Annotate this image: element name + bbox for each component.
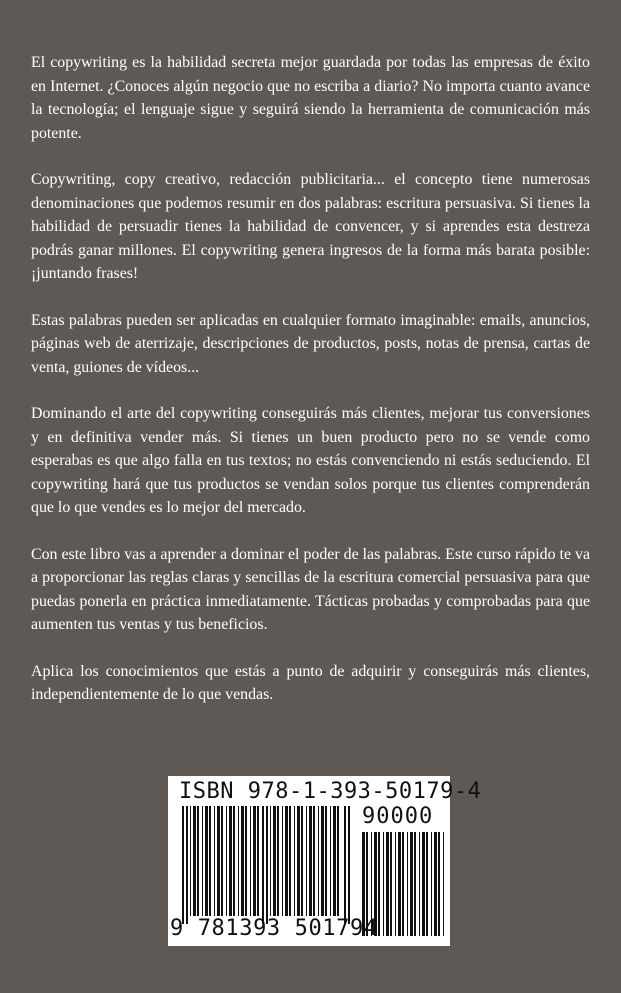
barcode-bar xyxy=(398,832,401,936)
barcode-bar xyxy=(282,806,283,916)
guard-bar xyxy=(348,806,350,924)
barcode-bar xyxy=(426,832,428,936)
barcode-bar xyxy=(434,832,437,936)
barcode-bar xyxy=(337,806,339,916)
paragraph-3: Estas palabras pueden ser aplicadas en cualquier formato imaginable: emails, anuncios, páginas web de aterrizaje, descripciones de productos, posts, notas de prensa, cartas de venta, guiones de vídeos... xyxy=(31,311,590,376)
barcode-bar xyxy=(270,806,271,916)
isbn-barcode-panel xyxy=(168,776,482,946)
barcode-bar xyxy=(407,832,408,936)
barcode-bar xyxy=(414,832,416,936)
barcode-bar xyxy=(233,806,235,916)
back-cover-text xyxy=(31,51,590,730)
guard-bar xyxy=(266,806,268,924)
barcode-bar xyxy=(431,832,432,936)
price-addon-code: 90000 xyxy=(362,804,434,829)
barcode-bar xyxy=(325,806,327,916)
barcode-bar xyxy=(395,832,396,936)
paragraph-1: El copywriting es la habilidad secreta mejor guardada por todas las empresas de éxito en Internet. ¿Conoces algún negocio que no escriba a diario? No importa cuanto avance la tecnología; el lenguaje sigue y seguirá siendo la herramienta de comunicación más potente. xyxy=(31,54,590,142)
barcode-bar xyxy=(257,806,259,916)
isbn-label: ISBN 978-1-393-50179-4 xyxy=(179,779,482,804)
barcode-bar xyxy=(197,806,199,916)
barcode-bar xyxy=(226,806,227,916)
guard-bar xyxy=(262,806,264,924)
barcode-bar xyxy=(245,806,247,916)
barcode-bar xyxy=(253,806,256,916)
barcode-bar xyxy=(321,806,324,916)
barcode-bar xyxy=(318,806,319,916)
barcode-bar xyxy=(402,832,404,936)
guard-bar xyxy=(186,806,188,924)
barcode-bar xyxy=(330,806,331,916)
barcode-bar xyxy=(217,806,220,916)
barcode-bar xyxy=(378,832,380,936)
barcode-bar xyxy=(193,806,196,916)
barcode-bar xyxy=(313,806,315,916)
barcode-bar xyxy=(422,832,425,936)
paragraph-4: Dominando el arte del copywriting conseguirás más clientes, mejorar tus conversiones y en definitiva vender más. Si tienes un buen producto pero no se vende como esperabas es que algo falla en tus textos; no estás convenciendo ni estás seduciendo. El copywriting hará que tus productos se vendan solos porque tus clientes comprenderán que lo que vendes es lo mejor del mercado. xyxy=(31,405,590,516)
barcode-bar xyxy=(306,806,307,916)
paragraph-5: Con este libro vas a aprender a dominar el poder de las palabras. Este curso rápido te va a proporcionar las reglas claras y sencillas de la escritura comercial persuasiva para que puedas ponerla en práctica inmediatamente. Tácticas probadas y comprobadas para que aumenten tus ventas y tus beneficios. xyxy=(31,545,590,633)
barcode-bar xyxy=(410,832,413,936)
ean-digits: 9 781393 501794 xyxy=(170,916,378,941)
barcode-bar xyxy=(229,806,232,916)
barcode-bar xyxy=(285,806,288,916)
barcode-bar xyxy=(443,832,444,936)
barcode-bar xyxy=(297,806,300,916)
paragraph-2: Copywriting, copy creativo, redacción publicitaria... el concepto tiene numerosas denominaciones que podemos resumir en dos palabras: escritura persuasiva. Si tienes la habilidad de persuadir tienes la habilidad de convencer, y si aprendes esta destreza podrás ganar millones. El copywriting genera ingresos de la forma más barata posible: ¡juntando frases! xyxy=(31,171,590,282)
barcode-bar xyxy=(294,806,295,916)
paragraph-6: Aplica los conocimientos que estás a punto de adquirir y conseguirás más clientes, independientemente de lo que vendas. xyxy=(31,662,590,703)
barcode-bar xyxy=(214,806,215,916)
barcode-bar xyxy=(301,806,303,916)
barcode-bar xyxy=(221,806,223,916)
barcode-bar xyxy=(241,806,244,916)
barcode-bar xyxy=(273,806,276,916)
barcode-bar xyxy=(202,806,203,916)
barcode-bar xyxy=(289,806,291,916)
barcode-bar xyxy=(386,832,389,936)
barcode-bar xyxy=(205,806,208,916)
barcode-bar xyxy=(238,806,239,916)
guard-bar xyxy=(344,806,346,924)
barcode-bar xyxy=(277,806,279,916)
barcode-bar xyxy=(209,806,211,916)
barcode-bar xyxy=(390,832,392,936)
barcode-bar xyxy=(438,832,440,936)
barcode-bar xyxy=(419,832,420,936)
barcode-bar xyxy=(190,806,191,916)
barcode-bar xyxy=(333,806,336,916)
guard-bar xyxy=(182,806,184,924)
barcode-bar xyxy=(309,806,312,916)
barcode-bar xyxy=(383,832,384,936)
barcode-bar xyxy=(250,806,251,916)
